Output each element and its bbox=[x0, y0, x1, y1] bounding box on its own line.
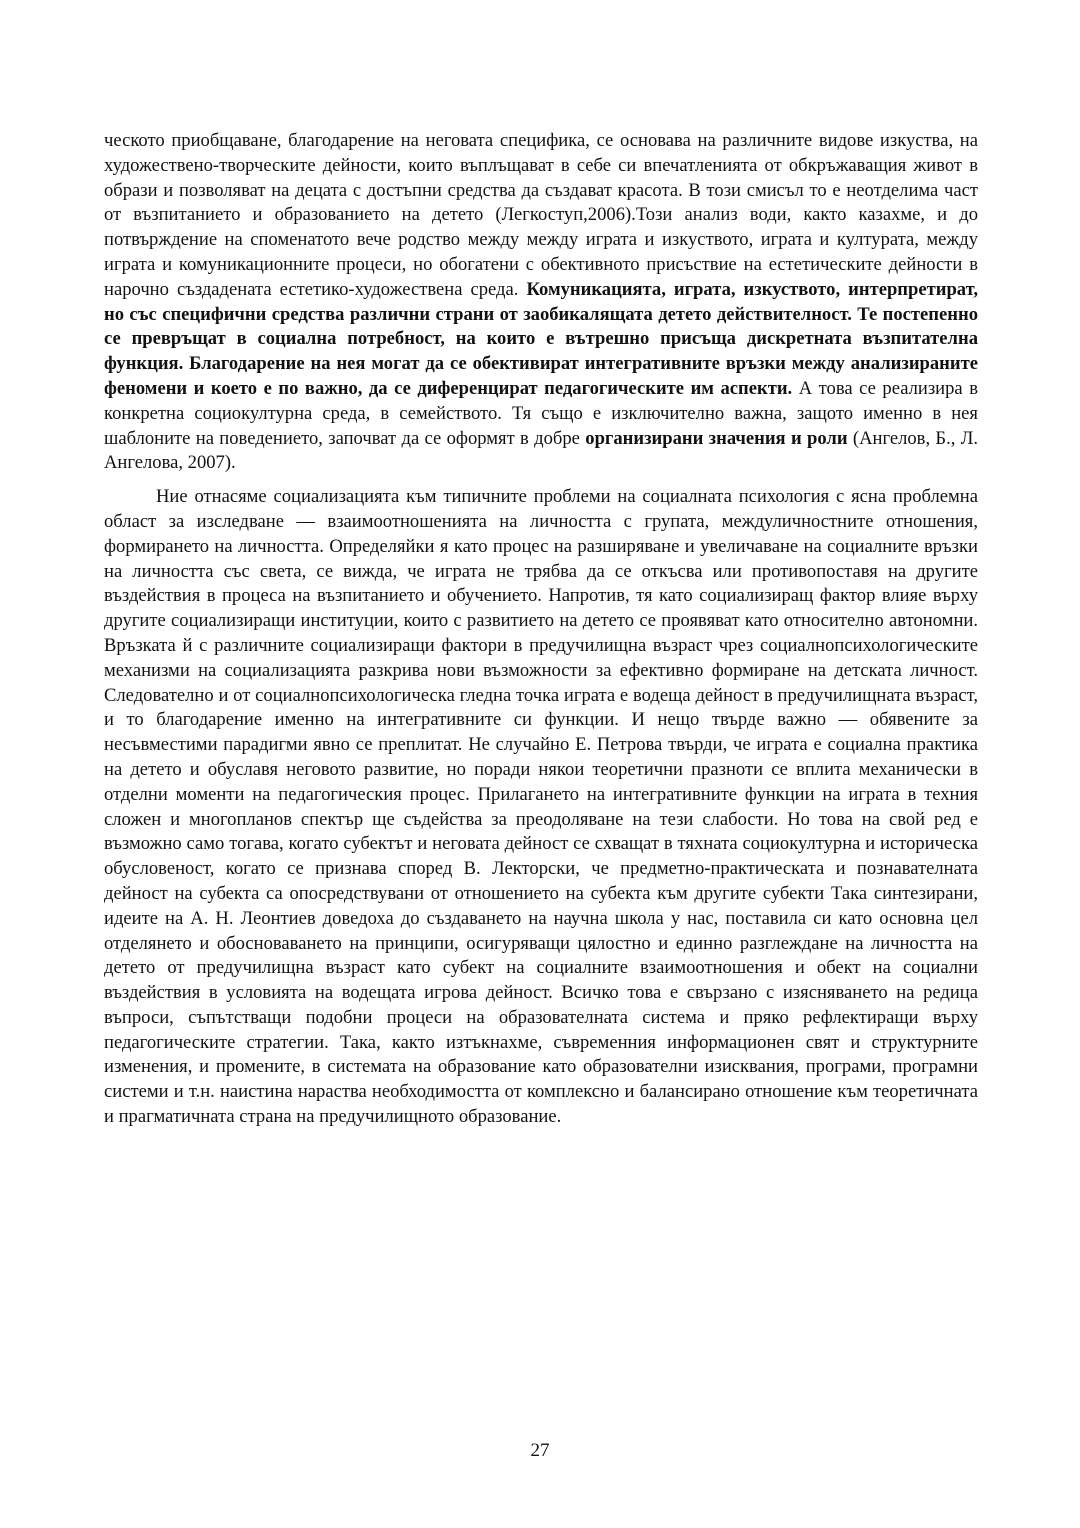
paragraph-1-text-c: (Ангелов, Б., Л. Ангелова, 2007). bbox=[104, 427, 978, 474]
paragraph-1-text-b: А това се реализира в конкретна социокултурна среда, в семейството. Тя също е изключително важна, защото именно в нея шаблоните на поведението, започват да се оформят в добре bbox=[104, 377, 978, 449]
paragraph-1-text-a: ческото приобщаване, благодарение на неговата специфика, се основава на различните видове изкуства, на художествено-творческите дейности, които въплъщават в себе си впечатленията от обкръжаващия живот в образи и позволяват на децата с достъпни средства да създават красота. В този смисъл то е неотделима част от възпитанието и образованието на детето (Легкоступ,2006).Този анализ води, както казахме, и до потвърждение на споменатото вече родство между между играта и изкуството, играта и културата, между играта и комуникационните процеси, но обогатени с обективното присъствие на естетическите дейности в нарочно създадената естетико-художествена среда. bbox=[104, 130, 978, 300]
body-text bbox=[104, 129, 978, 1130]
paragraph-1 bbox=[104, 129, 978, 476]
paragraph-1-bold-b: организирани значения и роли bbox=[585, 427, 848, 449]
paragraph-2: Ние отнасяме социализацията към типичните проблеми на социалната психология с ясна проблемна област за изследване — взаимоотношенията на личността с групата, междуличностните отношения, формирането на личността. Определяйки я като процес на разширяване и увеличаване на социалните връзки на личността със света, се вижда, че играта не трябва да се откъсва или противопоставя на другите въздействия в процеса на възпитанието и обучението. Напротив, тя като социализиращ фактор влияе върху другите социализиращи институции, които с развитието на детето се проявяват като относително автономни. Връзката й с различните социализиращи фактори в предучилищна възраст чрез социалнопсихологическите механизми на социализацията разкрива нови възможности за ефективно формиране на детската личност. Следователно и от социалнопсихологическа гледна точка играта е водеща дейност в предучилищната възраст, и то благодарение именно на интегративните си функции. И нещо твърде важно — обявените за несъвместими парадигми явно се преплитат. Не случайно Е. Петрова твърди, че играта е социална практика на детето и обуславя неговото развитие, но поради някои теоретични празноти се вплита механически в отделни моменти на педагогическия процес. Прилагането на интегративните функции на играта в техния сложен и многопланов спектър ще съдейства за преодоляване на тези слабости. Но това на свой ред е възможно само тогава, когато субектът и неговата дейност се схващат в тяхната социокултурна и историческа обусловеност, когато се признава според В. Лекторски, че предметно-практическата и познавателната дейност на субекта са опосредствувани от отношението на субекта към другите субекти Така синтезирани, идеите на А. Н. Леонтиев доведоха до създаването на научна школа у нас, поставила си като основна цел отделянето и обосноваването на принципи, осигуряващи цялостно и единно разглеждане на личността на детето от предучилищна възраст като субект на социалните взаимоотношения и обект на социални въздействия в условията на водещата игрова дейност. Всичко това е свързано с изясняването на редица въпроси, съпътстващи подобни процеси на образователната система и пряко рефлектиращи върху педагогическите стратегии. Така, както изтъкнахме, съвременния информационен свят и структурните изменения, и промените, в системата на образование като образователни изисквания, програми, програмни системи и т.н. наистина нараства необходимостта от комплексно и балансирано отношение към теоретичната и прагматичната страна на предучилищното образование. bbox=[104, 486, 978, 1128]
paragraph-1-bold-a: Комуникацията, играта, изкуството, интерпретират, но със специфични средства различни страни от заобикалящата детето действителност. Те постепенно се превръщат в социална потребност, на които е вътрешно присъща дискретната възпитателна функция. Благодарение на нея могат да се обективират интегративните връзки между анализираните феномени и което е по важно, да се диференцират педагогическите им аспекти. bbox=[104, 278, 978, 399]
page-number: 27 bbox=[530, 1440, 550, 1461]
